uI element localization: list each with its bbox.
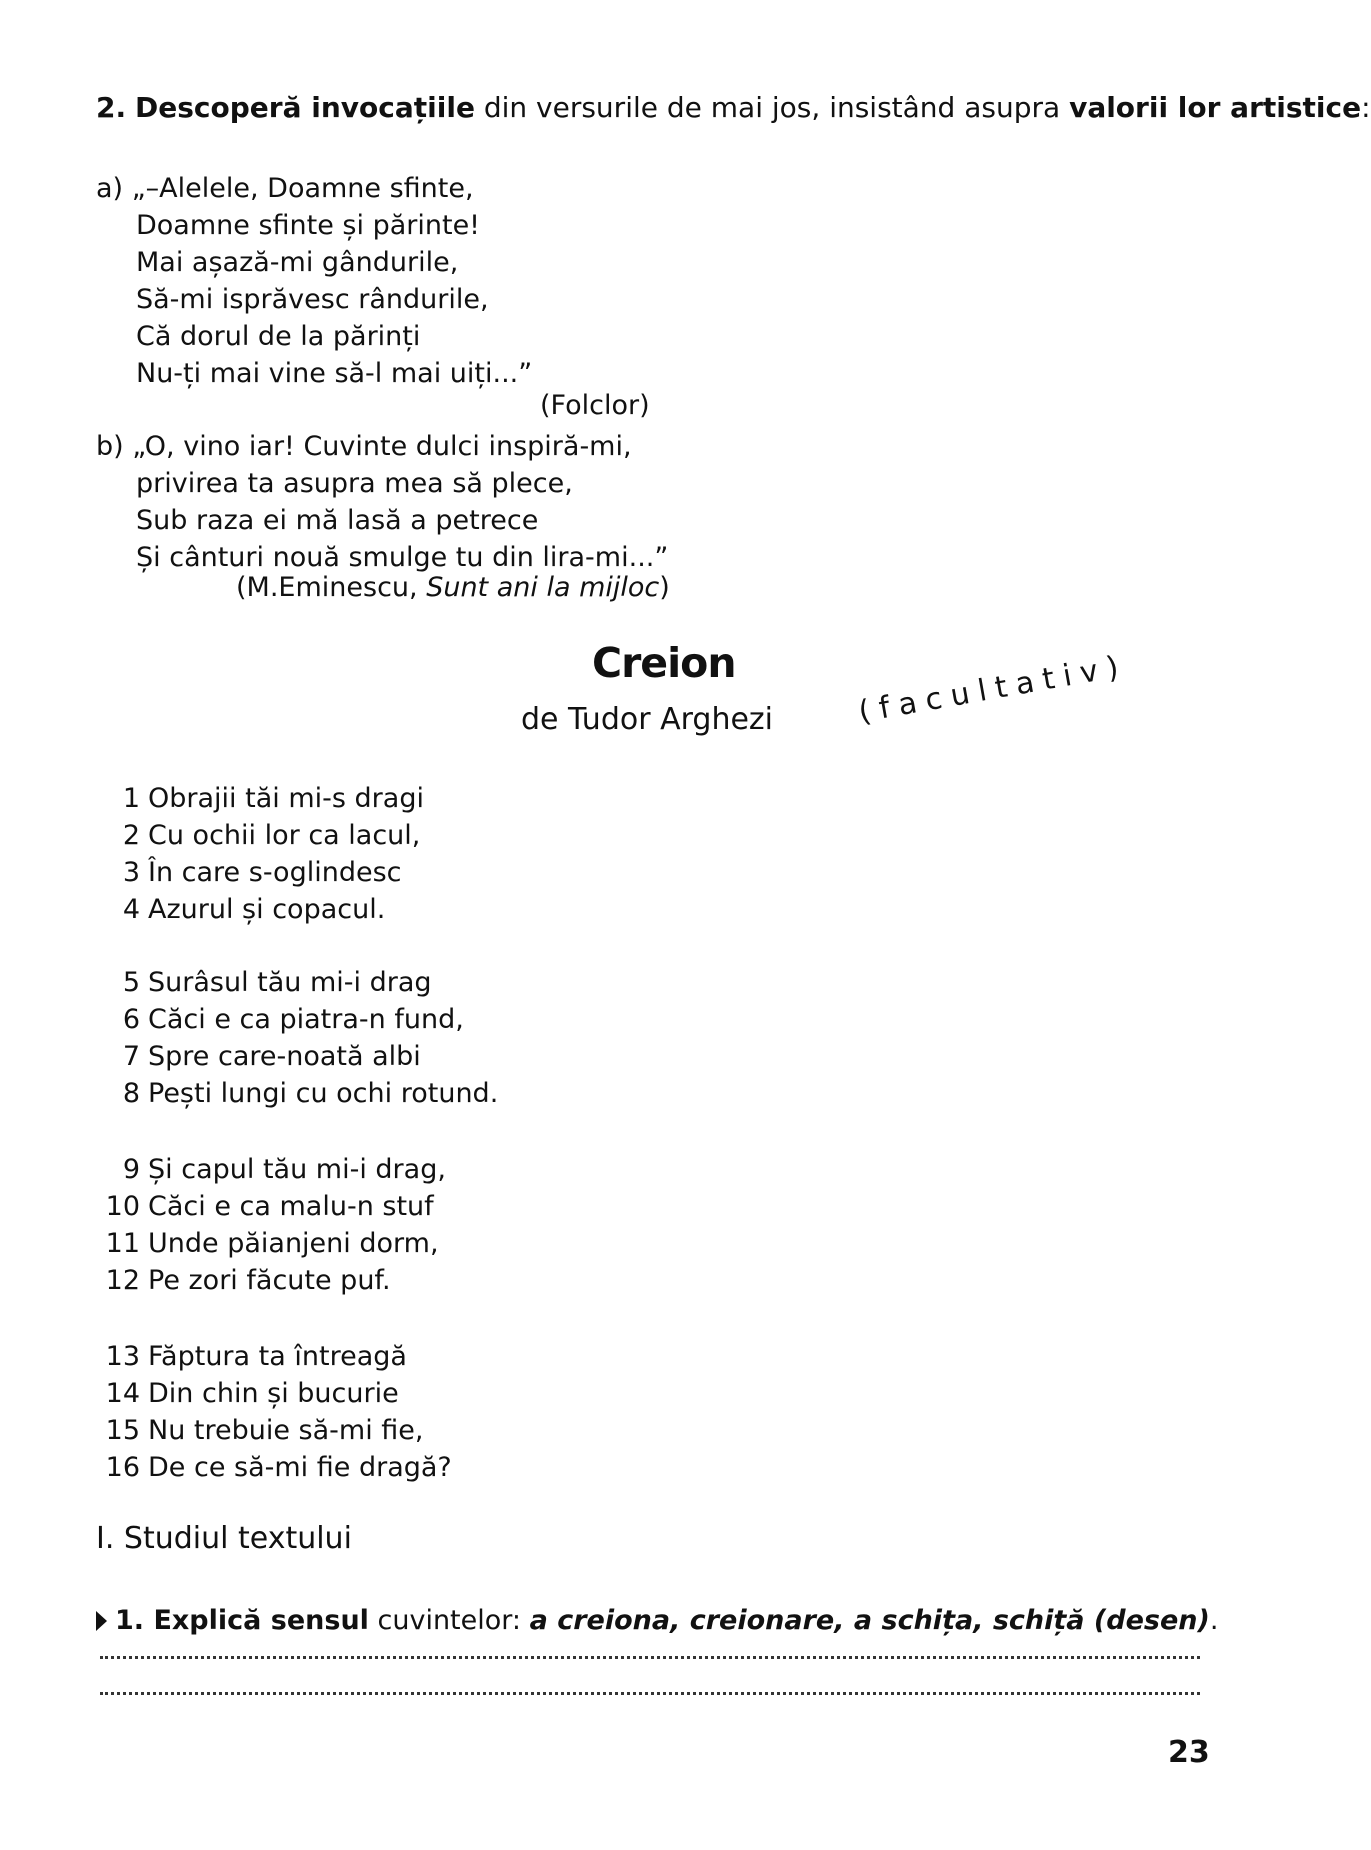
poem-b-source-title: Sunt ani la mijloc: [426, 572, 660, 603]
poem-b-marker: b): [96, 431, 124, 462]
stanza-4: [96, 1338, 452, 1486]
verse-line: 2 Cu ochii lor ca lacul,: [122, 820, 421, 851]
verse-line: 13 Făptura ta întreagă: [105, 1341, 407, 1372]
poem-b-line: b) „O, vino iar! Cuvinte dulci inspiră-mi,: [96, 431, 632, 462]
stanza-3: [96, 1151, 446, 1299]
verse-line: 14 Din chin și bucurie: [105, 1378, 399, 1409]
poem-a: [96, 170, 532, 392]
poem-a-line: Să-mi isprăvesc rândurile,: [136, 284, 489, 315]
poem-b: [96, 428, 668, 576]
exercise-keyword-1: Descoperă invocațiile: [135, 91, 475, 124]
verse-line: 8 Pești lungi cu ochi rotund.: [122, 1078, 499, 1109]
verse-line: 11 Unde păianjeni dorm,: [105, 1228, 439, 1259]
poem-b-source: (M.Eminescu, Sunt ani la mijloc): [236, 572, 670, 603]
verse-line: 4 Azurul și copacul.: [122, 894, 386, 925]
question-1-terms: a creiona, creionare, a schița, schiță (desen): [529, 1605, 1210, 1636]
page-number: 23: [1168, 1735, 1210, 1770]
verse-line: 5 Surâsul tău mi-i drag: [122, 967, 432, 998]
verse-line: 3 În care s-oglindesc: [122, 857, 402, 888]
exercise-number: 2.: [96, 91, 127, 124]
question-1: 1. Explică sensul cuvintelor: a creiona, creionare, a schița, schiță (desen).: [96, 1603, 1218, 1639]
exercise-text-1: din versurile de mai jos, insistând asupra: [474, 91, 1070, 124]
poem-title: Creion: [592, 639, 736, 687]
stanza-2: [96, 964, 498, 1112]
exercise-2-heading: [96, 90, 1371, 126]
poem-a-line: Doamne sfinte și părinte!: [136, 210, 480, 241]
section-title: I. Studiul textului: [96, 1521, 352, 1556]
verse-line: 6 Căci e ca piatra-n fund,: [122, 1004, 464, 1035]
poem-a-line: Mai așază-mi gândurile,: [136, 247, 459, 278]
answer-line[interactable]: [100, 1688, 1200, 1695]
verse-line: 15 Nu trebuie să-mi fie,: [105, 1415, 424, 1446]
answer-line[interactable]: [100, 1652, 1200, 1659]
poem-a-line: a) „–Alelele, Doamne sfinte,: [96, 173, 474, 204]
triangle-bullet-icon: [96, 1611, 107, 1631]
poem-b-line: Și cânturi nouă smulge tu din lira-mi...”: [136, 542, 669, 573]
verse-line: 7 Spre care-noată albi: [122, 1041, 421, 1072]
poem-a-line: Nu-ți mai vine să-l mai uiți...”: [136, 358, 533, 389]
verse-line: 1 Obrajii tăi mi-s dragi: [122, 783, 424, 814]
poem-a-source: (Folclor): [540, 390, 650, 421]
optional-note: (facultativ): [855, 648, 1131, 730]
poem-a-marker: a): [96, 173, 124, 204]
stanza-1: [96, 780, 424, 928]
question-1-text: cuvintelor:: [368, 1605, 530, 1636]
poem-b-line: privirea ta asupra mea să plece,: [136, 468, 573, 499]
exercise-keyword-2: valorii lor artistice: [1069, 91, 1362, 124]
verse-line: 12 Pe zori făcute puf.: [105, 1265, 391, 1296]
poem-a-line: Că dorul de la părinți: [136, 321, 421, 352]
verse-line: 9 Și capul tău mi-i drag,: [122, 1154, 446, 1185]
poem-author: de Tudor Arghezi: [521, 702, 774, 737]
question-1-verb: 1. Explică sensul: [115, 1605, 369, 1636]
verse-line: 16 De ce să-mi fie dragă?: [105, 1452, 452, 1483]
exercise-text-2: :: [1361, 91, 1371, 124]
poem-b-line: Sub raza ei mă lasă a petrece: [136, 505, 539, 536]
verse-line: 10 Căci e ca malu-n stuf: [105, 1191, 434, 1222]
